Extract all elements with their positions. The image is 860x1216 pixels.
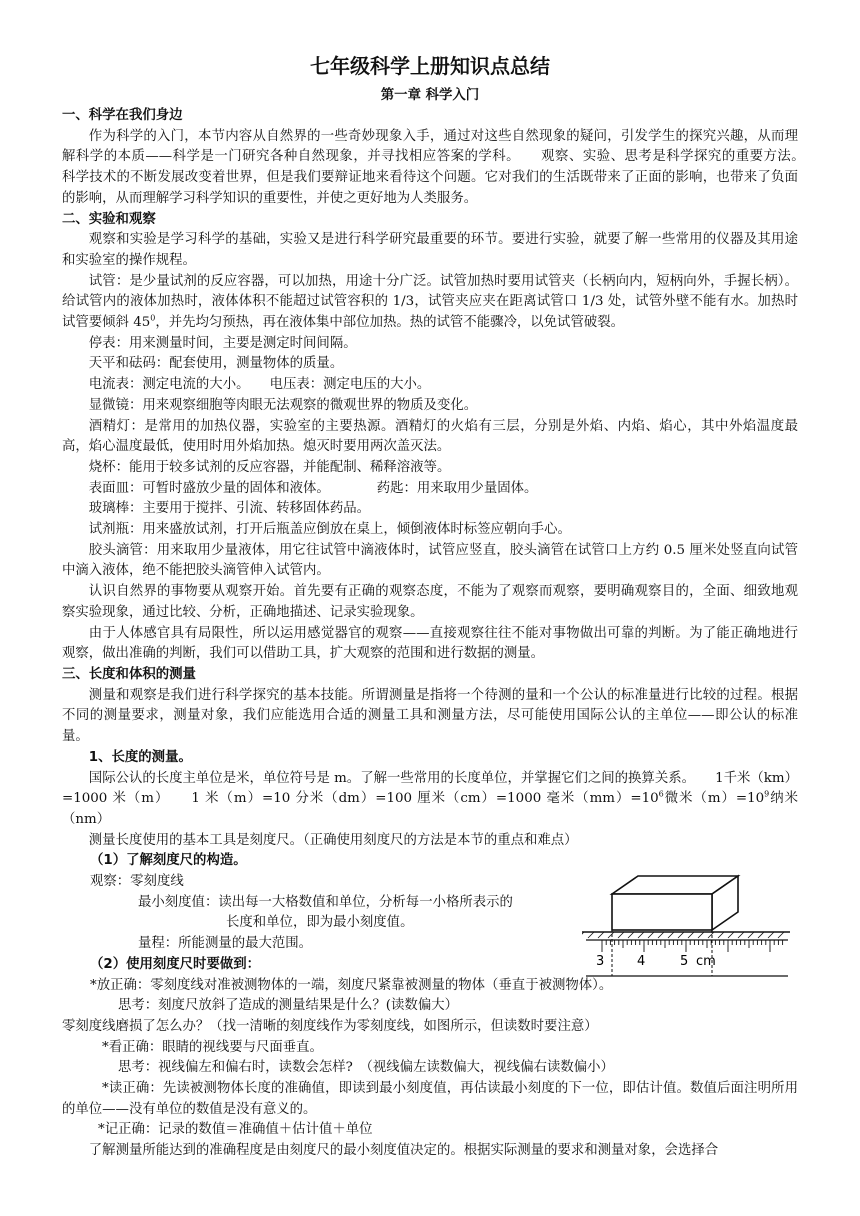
- rule-place: *放正确：零刻度线对准被测物体的一端，刻度尺紧靠被测量的物体（垂直于被测物体）。: [90, 977, 613, 993]
- chapter-heading: 第一章 科学入门: [380, 88, 480, 103]
- tick-label-4: 4: [637, 954, 646, 970]
- paragraph-units: 国际公认的长度主单位是米，单位符号是 m。了解一些常用的长度单位，并掌握它们之间的换算关系。 1千米（km）=1000 米（m） 1 米（m）=10 分米（dm）=100 厘米（cm）=1000 毫米$(mm)=10^6$微米$(m)=10^9$纳米（nm）: [62, 770, 799, 827]
- subheading-length: 1、长度的测量。: [88, 749, 192, 765]
- subheading-ruler-structure: （1）了解刻度尺的构造。: [90, 853, 247, 869]
- min-division-text-cont: 长度和单位，即为最小刻度值。: [226, 915, 414, 931]
- tick-label-5: 5: [680, 954, 689, 970]
- ruler-figure: [582, 872, 792, 992]
- worn-zero-line: 零刻度线磨损了怎么办？（找一清晰的刻度线作为零刻度线，如图所示，但读数时要注意）: [62, 1018, 598, 1034]
- paragraph-microscope: 显微镜：用来观察细胞等肉眼无法观察的微观世界的物质及变化。: [88, 397, 478, 413]
- section-heading-2: 二、实验和观察: [62, 211, 156, 227]
- paragraph-tool: 测量长度使用的基本工具是刻度尺。（正确使用刻度尺的方法是本节的重点和难点）: [88, 832, 578, 848]
- paragraph-stopwatch: 停表：用来测量时间，主要是测定时间间隔。: [88, 335, 357, 351]
- rule-record: *记正确：记录的数值＝准确值＋估计值＋单位: [98, 1122, 373, 1138]
- paragraph-meters: 电流表：测定电流的大小。 电压表：测定电压的大小。: [88, 377, 431, 393]
- paragraph: 观察和实验是学习科学的基础，实验又是进行科学研究最重要的环节。要进行实验，就要了解一些常用的仪器及其用途和实验室的操作规程。: [62, 232, 798, 268]
- paragraph-balance: 天平和砝码：配套使用，测量物体的质量。: [88, 356, 344, 372]
- paragraph: 由于人体感官具有局限性，所以运用感觉器官的观察——直接观察往往不能对事物做出可靠的判断。为了能正确地进行观察，做出准确的判断，我们可以借助工具，扩大观察的范围和进行数据的测量。: [62, 625, 798, 662]
- rule-see: *看正确：眼睛的视线要与尺面垂直。: [102, 1039, 323, 1055]
- paragraph-alcohol-lamp: 酒精灯：是常用的加热仪器，实验室的主要热源。酒精灯的火焰有三层，分别是外焰、内焰、焰心，其中外焰温度最高，焰心温度最低，使用时用外焰加热。熄灭时要用两次盖灭法。: [62, 418, 798, 455]
- tick-label-unit: cm: [696, 954, 716, 970]
- paragraph-precision: 了解测量所能达到的准确程度是由刻度尺的最小刻度值决定的。根据实际测量的要求和测量对象，会选择合: [88, 1143, 719, 1159]
- document-title: 七年级科学上册知识点总结: [310, 54, 550, 78]
- paragraph-beaker: 烧杯：能用于较多试剂的反应容器，并能配制、稀释溶液等。: [88, 459, 451, 475]
- range-text: 量程：所能测量的最大范围。: [138, 936, 313, 952]
- block-front-face: [612, 894, 712, 930]
- ruler-ticks: [602, 940, 783, 952]
- paragraph-reagent-bottle: 试剂瓶：用来盛放试剂，打开后瓶盖应倒放在桌上，倾倒液体时标签应朝向手心。: [88, 522, 571, 538]
- paragraph: 测量和观察是我们进行科学探究的基本技能。所谓测量是指将一个待测的量和一个公认的标准量进行比较的过程。根据不同的测量要求，测量对象，我们应能选用合适的测量工具和测量方法，尽可能使用国际公认的主单位——即公认的标准量。: [62, 687, 798, 745]
- section-heading-3: 三、长度和体积的测量: [62, 666, 196, 682]
- think-2: 思考：视线偏左和偏右时，读数会怎样? （视线偏左读数偏大，视线偏右读数偏小）: [118, 1060, 614, 1076]
- observe-label: 观察：零刻度线: [90, 874, 184, 890]
- min-division-text: 最小刻度值：读出每一大格数值和单位，分析每一小格所表示的: [138, 894, 513, 910]
- paragraph-glass-rod: 玻璃棒：主要用于搅拌、引流、转移固体药品。: [88, 501, 370, 517]
- paragraph-test-tube: 试管：是少量试剂的反应容器，可以加热，用途十分广泛。试管加热时要用试管夹（长柄向内，短柄向外，手握长柄）。给试管内的液体加热时，液体体积不能超过试管容积的 1/3，试管夹应夹在距离试管口 1/3 处，试管外壁不能有水。加热时试管要倾斜 $45^0$，并先均匀预热，再在液体集中部位加热。热的试管不能骤冷，以免试管破裂。: [62, 273, 798, 331]
- paragraph-dropper: 胶头滴管：用来取用少量液体，用它往试管中滴液体时，试管应竖直，胶头滴管在试管口上方约 0.5 厘米处竖直向试管中滴入液体，绝不能把胶头滴管伸入试管内。: [62, 542, 798, 579]
- document-page: [62, 52, 825, 1162]
- think-1: 思考：刻度尺放斜了造成的测量结果是什么？(读数偏大）: [118, 998, 458, 1014]
- section-heading-1: 一、科学在我们身边: [62, 108, 183, 123]
- paragraph: 认识自然界的事物要从观察开始。首先要有正确的观察态度，不能为了观察而观察，要明确观察目的，全面、细致地观察实验现象，通过比较、分析，正确地描述、记录实验现象。: [62, 584, 798, 620]
- rule-read: *读正确：先读被测物体长度的准确值，即读到最小刻度值，再估读最小刻度的下一位，即估计值。数值后面注明所用的单位——没有单位的数值是没有意义的。: [62, 1081, 798, 1117]
- paragraph: 作为科学的入门，本节内容从自然界的一些奇妙现象入手，通过对这些自然现象的疑问，引发学生的探究兴趣，从而理解科学的本质——科学是一门研究各种自然现象，并寻找相应答案的学科。 观察、实验、思考是科学探究的重要方法。 科学技术的不断发展改变着世界，但是我们要辩证地来看待这个问题。它对我们的生活既带来了正面的影响，也带来了负面的影响，从而理解学习科学知识的重要性，并使之更好地为人类服务。: [62, 128, 825, 206]
- subheading-ruler-usage: （2）使用刻度尺时要做到：: [90, 956, 261, 972]
- paragraph-dish-spoon: 表面皿：可暂时盛放少量的固体和液体。 药匙：用来取用少量固体。: [88, 480, 538, 496]
- tick-label-3: 3: [596, 954, 605, 970]
